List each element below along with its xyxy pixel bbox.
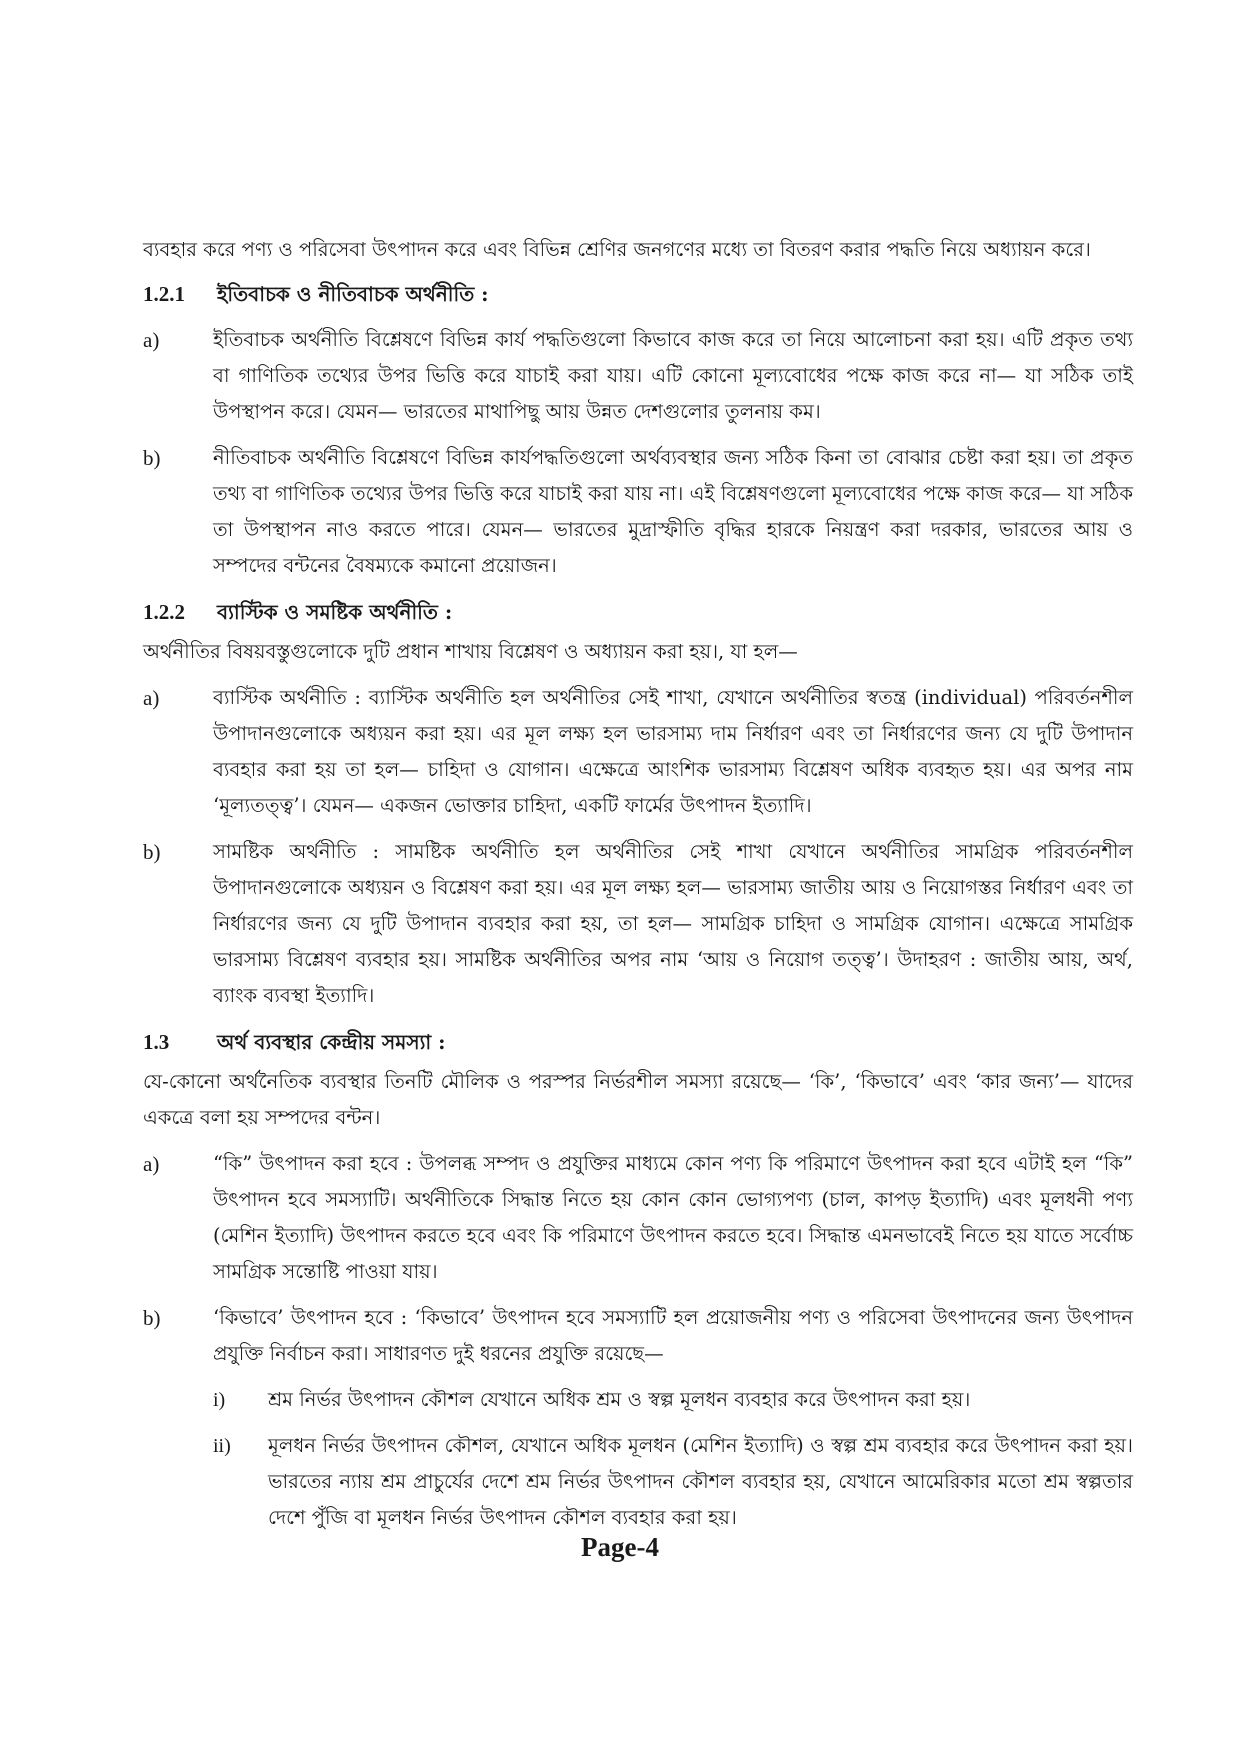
section-intro: যে-কোনো অর্থনৈতিক ব্যবস্থার তিনটি মৌলিক ও পরস্পর নির্ভরশীল সমস্যা রয়েছে— ‘কি’, ‘কিভাবে’ এবং ‘কার জন্য’— যাদের একত্রে বলা হয় সম্পদের বন্টন। [143, 1070, 1133, 1129]
list-item [143, 834, 1133, 1014]
list-marker: a) [143, 686, 160, 710]
section-heading-1-2-1 [143, 276, 1133, 312]
section-intro: অর্থনীতির বিষয়বস্তুগুলোকে দুটি প্রধান শাখায় বিশ্লেষণ ও অধ্যায়ন করা হয়।, যা হল— [143, 640, 798, 663]
list-marker: a) [143, 1152, 160, 1176]
section-heading-1-3 [143, 1024, 1133, 1060]
list-item-text: ইতিবাচক অর্থনীতি বিশ্লেষণে বিভিন্ন কার্য পদ্ধতিগুলো কিভাবে কাজ করে তা নিয়ে আলোচনা করা হয়। এটি প্রকৃত তথ্য বা গাণিতিক তথ্যের উপর ভিত্তি করে যাচাই করা যায়। এটি কোনো মূল্যবোধের পক্ষে কাজ করে না— যা সঠিক তাই উপস্থাপন করে। যেমন— ভারতের মাথাপিছু আয় উন্নত দেশগুলোর তুলনায় কম। [213, 328, 1133, 423]
list-item [143, 1300, 1133, 1372]
page-number: Page-4 [581, 1532, 659, 1562]
sub-list-item-text: মূলধন নির্ভর উৎপাদন কৌশল, যেখানে অধিক মূলধন (মেশিন ইত্যাদি) ও স্বল্প শ্রম ব্যবহার করে উৎপাদন করা হয়। ভারতের ন্যায় শ্রম প্রাচুর্যের দেশে শ্রম নির্ভর উৎপাদন কৌশল ব্যবহার হয়, যেখানে আমেরিকার মতো শ্রম স্বল্পতার দেশে পুঁজি বা মূলধন নির্ভর উৎপাদন কৌশল ব্যবহার করা হয়। [268, 1434, 1133, 1529]
list-marker: b) [143, 840, 161, 864]
sub-list-item-text: শ্রম নির্ভর উৎপাদন কৌশল যেখানে অধিক শ্রম ও স্বল্প মূলধন ব্যবহার করে উৎপাদন করা হয়। [268, 1388, 971, 1411]
list-item-text: সামষ্টিক অর্থনীতি : সামষ্টিক অর্থনীতি হল অর্থনীতির সেই শাখা যেখানে অর্থনীতির সামগ্রিক পরিবর্তনশীল উপাদানগুলোকে অধ্যয়ন ও বিশ্লেষণ করা হয়। এর মূল লক্ষ্য হল— ভারসাম্য জাতীয় আয় ও নিয়োগস্তর নির্ধারণ এবং তা নির্ধারণের জন্য যে দুটি উপাদান ব্যবহার করা হয়, তা হল— সামগ্রিক চাহিদা ও সামগ্রিক যোগান। এক্ষেত্রে সামগ্রিক ভারসাম্য বিশ্লেষণ ব্যবহার হয়। সামষ্টিক অর্থনীতির অপর নাম ‘আয় ও নিয়োগ তত্ত্ব’। উদাহরণ : জাতীয় আয়, অর্থ, ব্যাংক ব্যবস্থা ইত্যাদি। [213, 840, 1133, 1007]
list-item-text: ‘কিভাবে’ উৎপাদন হবে : ‘কিভাবে’ উৎপাদন হবে সমস্যাটি হল প্রয়োজনীয় পণ্য ও পরিসেবা উৎপাদনের জন্য উৎপাদন প্রযুক্তি নির্বাচন করা। সাধারণত দুই ধরনের প্রযুক্তি রয়েছে— [213, 1306, 1133, 1365]
section-number: 1.2.2 [143, 600, 185, 624]
list-item-text: নীতিবাচক অর্থনীতি বিশ্লেষণে বিভিন্ন কার্যপদ্ধতিগুলো অর্থব্যবস্থার জন্য সঠিক কিনা তা বোঝার চেষ্টা করা হয়। তা প্রকৃত তথ্য বা গাণিতিক তথ্যের উপর ভিত্তি করে যাচাই করা যায় না। এই বিশ্লেষণগুলো মূল্যবোধের পক্ষে কাজ করে— যা সঠিক তা উপস্থাপন নাও করতে পারে। যেমন— ভারতের মুদ্রাস্ফীতি বৃদ্ধির হারকে নিয়ন্ত্রণ করা দরকার, ভারতের আয় ও সম্পদের বন্টনের বৈষম্যকে কমানো প্রয়োজন। [213, 446, 1133, 577]
list-item [143, 1146, 1133, 1290]
list-marker: b) [143, 1306, 161, 1330]
sub-list-marker: i) [213, 1389, 226, 1411]
section-number: 1.3 [143, 1030, 170, 1054]
sub-list-item [213, 1382, 1133, 1418]
sub-list-marker: ii) [213, 1435, 231, 1457]
section-title: অর্থ ব্যবস্থার কেন্দ্রীয় সমস্যা : [217, 1030, 446, 1054]
list-marker: b) [143, 446, 161, 470]
page-content [143, 232, 1133, 1536]
section-title: ব্যাস্টিক ও সমষ্টিক অর্থনীতি : [217, 600, 453, 624]
list-item [143, 440, 1133, 584]
sub-list-item [213, 1428, 1133, 1536]
section-heading-1-2-2 [143, 594, 1133, 630]
list-item [143, 322, 1133, 430]
list-item-text: ব্যাস্টিক অর্থনীতি : ব্যাস্টিক অর্থনীতি হল অর্থনীতির সেই শাখা, যেখানে অর্থনীতির স্বতন্ত্র (individual) পরিবর্তনশীল উপাদানগুলোকে অধ্যয়ন করা হয়। এর মূল লক্ষ্য হল ভারসাম্য দাম নির্ধারণ এবং তা নির্ধারণের জন্য যে দুটি উপাদান ব্যবহার করা হয় তা হল— চাহিদা ও যোগান। এক্ষেত্রে আংশিক ভারসাম্য বিশ্লেষণ অধিক ব্যবহৃত হয়। এর অপর নাম ‘মূল্যতত্ত্ব’। যেমন— একজন ভোক্তার চাহিদা, একটি ফার্মের উৎপাদন ইত্যাদি। [213, 686, 1133, 817]
section-number: 1.2.1 [143, 282, 185, 306]
list-item-text: “কি” উৎপাদন করা হবে : উপলব্ধ সম্পদ ও প্রযুক্তির মাধ্যমে কোন পণ্য কি পরিমাণে উৎপাদন করা হবে এটাই হল “কি” উৎপাদন হবে সমস্যাটি। অর্থনীতিকে সিদ্ধান্ত নিতে হয় কোন কোন ভোগ্যপণ্য (চাল, কাপড় ইত্যাদি) এবং মূলধনী পণ্য (মেশিন ইত্যাদি) উৎপাদন করতে হবে এবং কি পরিমাণে উৎপাদন করতে হবে। সিদ্ধান্ত এমনভাবেই নিতে হয় যাতে সর্বোচ্চ সামগ্রিক সন্তোষ্টি পাওয়া যায়। [213, 1152, 1133, 1283]
intro-paragraph: ব্যবহার করে পণ্য ও পরিসেবা উৎপাদন করে এবং বিভিন্ন শ্রেণির জনগণের মধ্যে তা বিতরণ করার পদ্ধতি নিয়ে অধ্যায়ন করে। [143, 238, 1091, 261]
list-marker: a) [143, 328, 160, 352]
section-title: ইতিবাচক ও নীতিবাচক অর্থনীতি : [217, 282, 489, 306]
list-item [143, 680, 1133, 824]
